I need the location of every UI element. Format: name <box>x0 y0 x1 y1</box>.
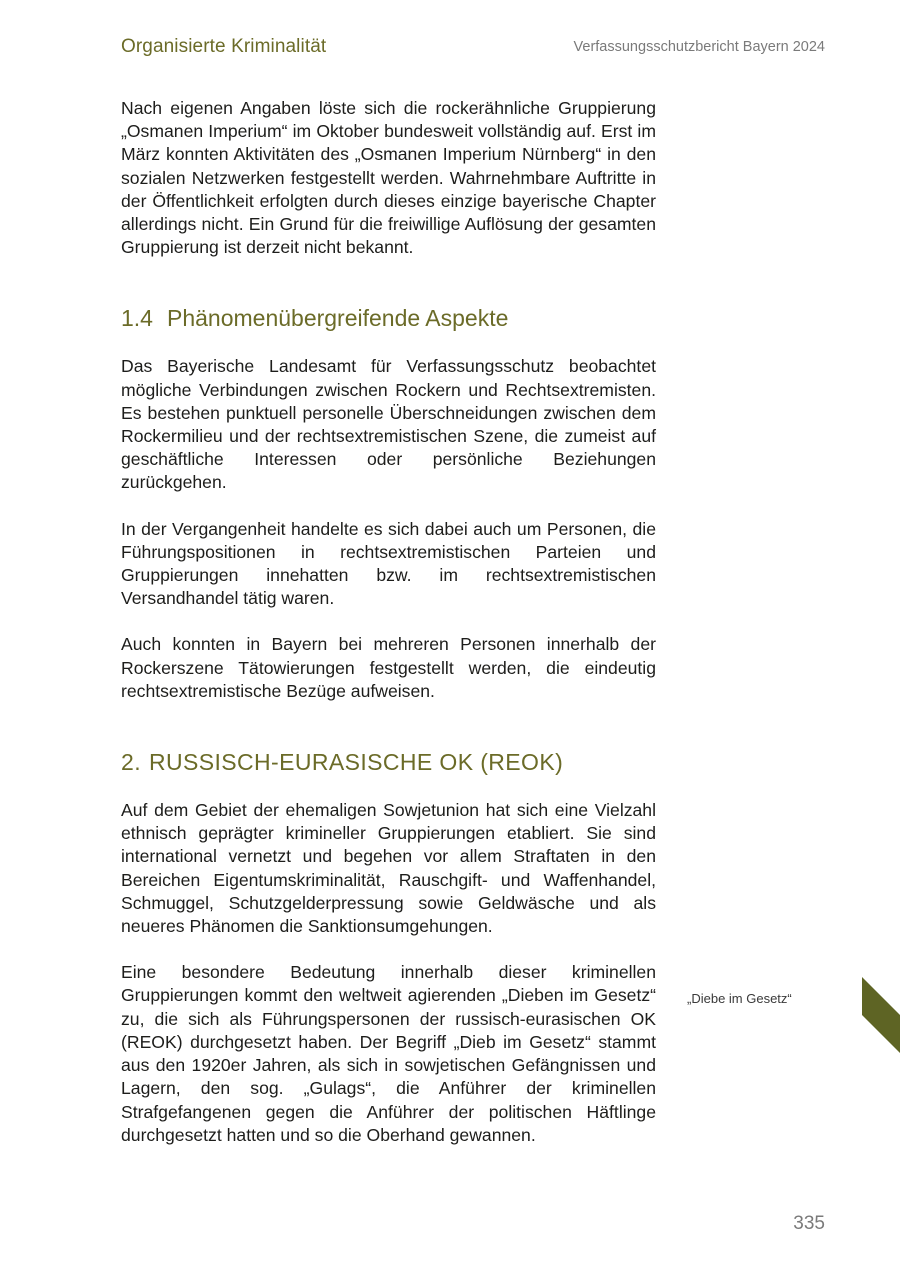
running-header-section: Organisierte Kriminalität <box>121 36 327 57</box>
section-1-4-number: 1.4 <box>121 305 153 332</box>
running-header-report: Verfassungsschutzbericht Bayern 2024 <box>573 39 825 55</box>
section-2-title: RUSSISCH-EURASISCHE OK (REOK) <box>148 749 564 776</box>
section-1-4-heading <box>121 305 656 332</box>
intro-paragraph: Nach eigenen Angaben löste sich die rockerähnliche Gruppierung „Osmanen Imperium“ im Oktober bundesweit vollständig auf. Erst im März konnten Aktivitäten des „Osmanen Imperium Nürnberg“ in den sozialen Netzwerken festgestellt werden. Wahrnehmbare Auftritte in der Öffentlichkeit erfolgten durch dieses einzige bayerische Chapter allerdings nicht. Ein Grund für die freiwillige Auflösung der gesamten Gruppierung ist derzeit nicht bekannt. <box>121 98 656 258</box>
section-2-paragraph-2: Eine besondere Bedeutung innerhalb dieser kriminellen Gruppierungen kommt den weltweit agierenden „Dieben im Gesetz“ zu, die sich als Führungspersonen der russisch-eurasischen OK (REOK) durchgesetzt haben. Der Begriff „Dieb im Gesetz“ stammt aus den 1920er Jahren, als sich in sowjetischen Gefängnissen und Lagern, den sog. „Gulags“, die Anführer der kriminellen Strafgefangenen gegen die Anführer der politischen Häftlinge durchgesetzt hatten und so die Oberhand gewannen. <box>121 962 656 1145</box>
section-1-4-paragraph-3: Auch konnten in Bayern bei mehreren Personen innerhalb der Rockerszene Tätowierungen festgestellt werden, die eindeutig rechtsextremistische Bezüge aufweisen. <box>121 634 656 701</box>
section-1-4-paragraph-2: In der Vergangenheit handelte es sich dabei auch um Personen, die Führungspositionen in rechtsextremistischen Parteien und Gruppierungen innehatten bzw. im rechtsextremistischen Versandhandel tätig waren. <box>121 518 656 609</box>
margin-note: „Diebe im Gesetz“ <box>687 991 792 1006</box>
page-number: 335 <box>793 1213 825 1234</box>
chapter-marker-shape <box>862 977 900 1053</box>
section-2-paragraph-1: Auf dem Gebiet der ehemaligen Sowjetunion hat sich eine Vielzahl ethnisch geprägter krimineller Gruppierungen etabliert. Sie sind international vernetzt und begehen vor allem Straftaten in den Bereichen Eigentumskriminalität, Rauschgift- und Waffenhandel, Schmuggel, Schutzgelderpressung sowie Geldwäsche und als neueres Phänomen die Sanktionsumgehungen. <box>121 800 656 937</box>
section-1-4-title: Phänomenübergreifende Aspekte <box>166 305 509 332</box>
section-1-4-paragraph-1: Das Bayerische Landesamt für Verfassungsschutz beobachtet mögliche Verbindungen zwischen Rockern und Rechtsextremisten. Es bestehen punktuell personelle Überschneidungen zwischen dem Rockermilieu und der rechtsextremistischen Szene, die zumeist auf geschäftliche Interessen oder persönliche Beziehungen zurückgehen. <box>121 356 656 493</box>
chapter-marker-tab <box>862 977 900 1053</box>
section-2-number: 2. <box>121 749 141 776</box>
section-2-heading <box>121 749 656 776</box>
main-text-column <box>121 97 656 1147</box>
